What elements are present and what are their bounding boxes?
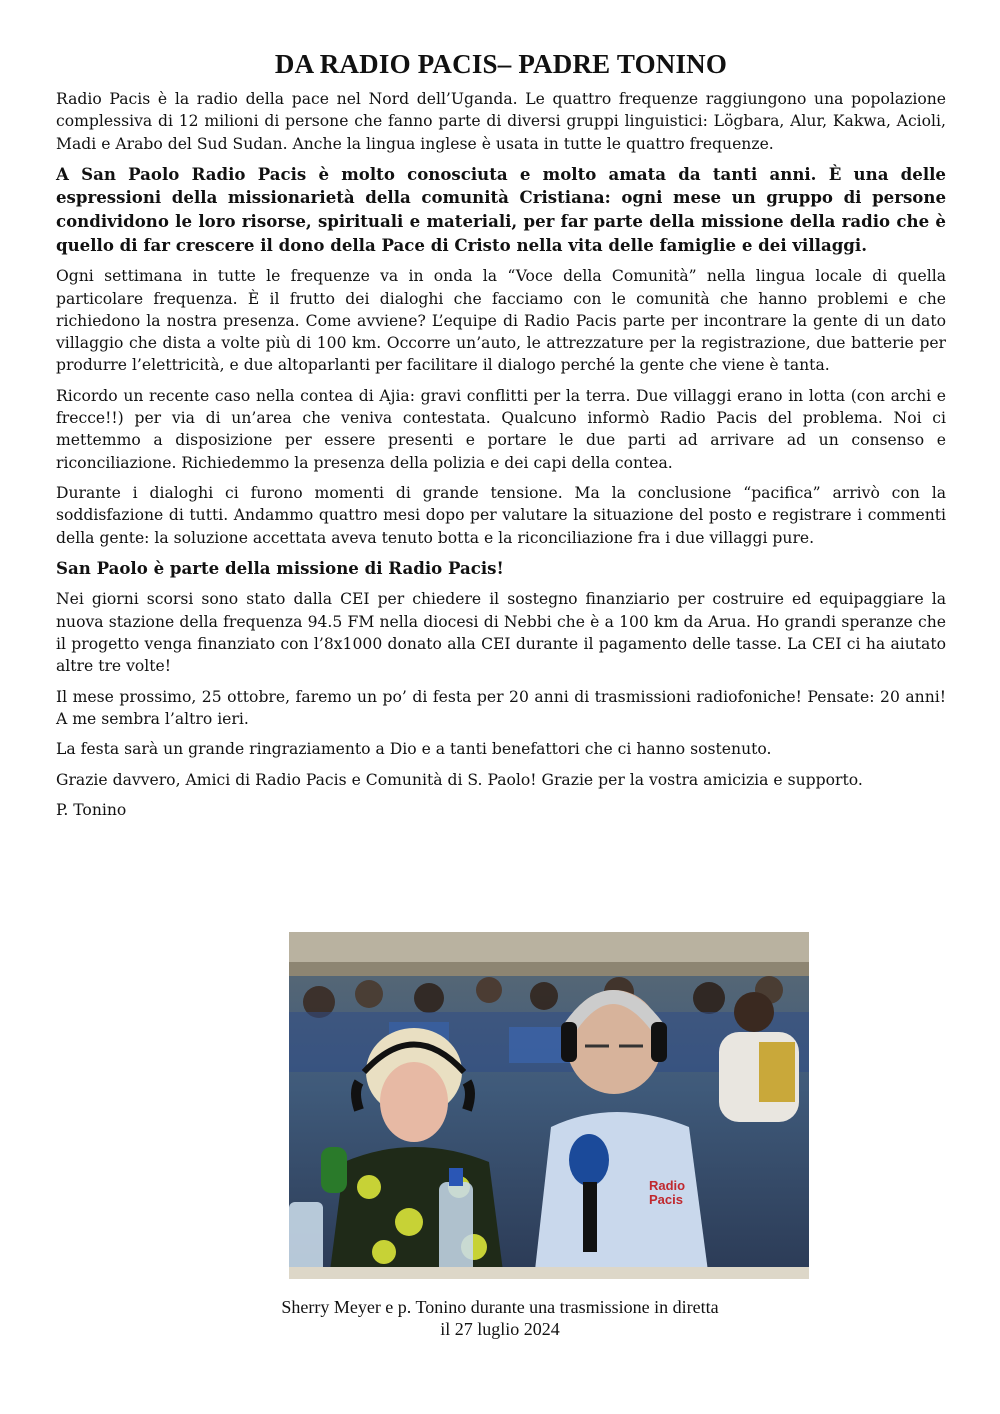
paragraph-subheading: San Paolo è parte della missione di Radio Pacis! — [56, 557, 504, 578]
broadcast-photo — [289, 932, 809, 1279]
mic-logo-text-1: Radio — [649, 1178, 686, 1193]
photo-caption — [150, 1296, 850, 1340]
paragraph-intro: Radio Pacis è la radio della pace nel Nord dell’Uganda. Le quattro frequenze raggiungono una popolazione complessiva di 12 milioni di persone che fanno parte di diversi gruppi linguistici: Lögbara, Alur, Kakwa, Acioli, Madi e Arabo del Sud Sudan. Anche la lingua inglese è usata in tutte le quattro frequenze. — [56, 90, 946, 153]
page-title: DA RADIO PACIS– PADRE TONINO — [274, 49, 728, 79]
paragraph-anniversario: Il mese prossimo, 25 ottobre, faremo un po’ di festa per 20 anni di trasmissioni radiofoniche! Pensate: 20 anni! A me sembra l’altro ieri. — [56, 687, 946, 728]
mic-logo-text-2: Pacis — [649, 1192, 683, 1207]
paragraph-festa: La festa sarà un grande ringraziamento a Dio e a tanti benefattori che ci hanno sostenuto. — [56, 740, 772, 759]
paragraph-san-paolo-bold: A San Paolo Radio Pacis è molto conosciuta e molto amata da tanti anni. È una delle espressioni della missionarietà della comunità Cristiana: ogni mese un gruppo di persone condividono le loro risorse, spirituali e materiali, per far parte della missione della radio che è quello di far crescere il dono della Pace di Cristo nella vita delle famiglie e dei villaggi. — [56, 163, 946, 255]
paragraph-voce-comunita: Ogni settimana in tutte le frequenze va in onda la “Voce della Comunità” nella lingua locale di quella particolare frequenza. È il frutto dei dialoghi che facciamo con le comunità che hanno problemi e che richiedono la nostra presenza. Come avviene? L’equipe di Radio Pacis parte per incontrare la gente di un dato villaggio che dista a volte più di 100 km. Occorre un’auto, le attrezzature per la registrazione, due batterie per produrre l’elettricità, e due altoparlanti per facilitare il dialogo perché la gente che viene è tanta. — [56, 267, 946, 375]
paragraph-grazie: Grazie davvero, Amici di Radio Pacis e Comunità di S. Paolo! Grazie per la vostra amicizia e supporto. — [56, 770, 863, 789]
caption-line-2: il 27 luglio 2024 — [440, 1319, 560, 1339]
paragraph-dialoghi: Durante i dialoghi ci furono momenti di grande tensione. Ma la conclusione “pacifica” arrivò con la soddisfazione di tutti. Andammo quattro mesi dopo per valutare la situazione del posto e registrare i commenti della gente: la soluzione accettata aveva tenuto botta e la riconciliazione fra i due villaggi pure. — [56, 483, 946, 547]
signature: P. Tonino — [56, 800, 127, 819]
article — [56, 48, 946, 821]
paragraph-ajia: Ricordo un recente caso nella contea di Ajia: gravi conflitti per la terra. Due villaggi erano in lotta (con archi e frecce!!) per via di un’area che veniva contestata. Qualcuno informò Radio Pacis del problema. Noi ci mettemmo a disposizione per essere presenti e portare le due parti ad arrivare ad un consenso e riconciliazione. Richiedemmo la presenza della polizia e dei capi della contea. — [56, 386, 946, 472]
paragraph-cei: Nei giorni scorsi sono stato dalla CEI per chiedere il sostegno finanziario per costruire ed equipaggiare la nuova stazione della frequenza 94.5 FM nella diocesi di Nebbi che è a 100 km da Arua. Ho grandi speranze che il progetto venga finanziato con l’8x1000 donato alla CEI durante il pagamento delle tasse. La CEI ci ha aiutato altre tre volte! — [56, 590, 946, 676]
caption-line-1: Sherry Meyer e p. Tonino durante una trasmissione in diretta — [281, 1297, 719, 1317]
